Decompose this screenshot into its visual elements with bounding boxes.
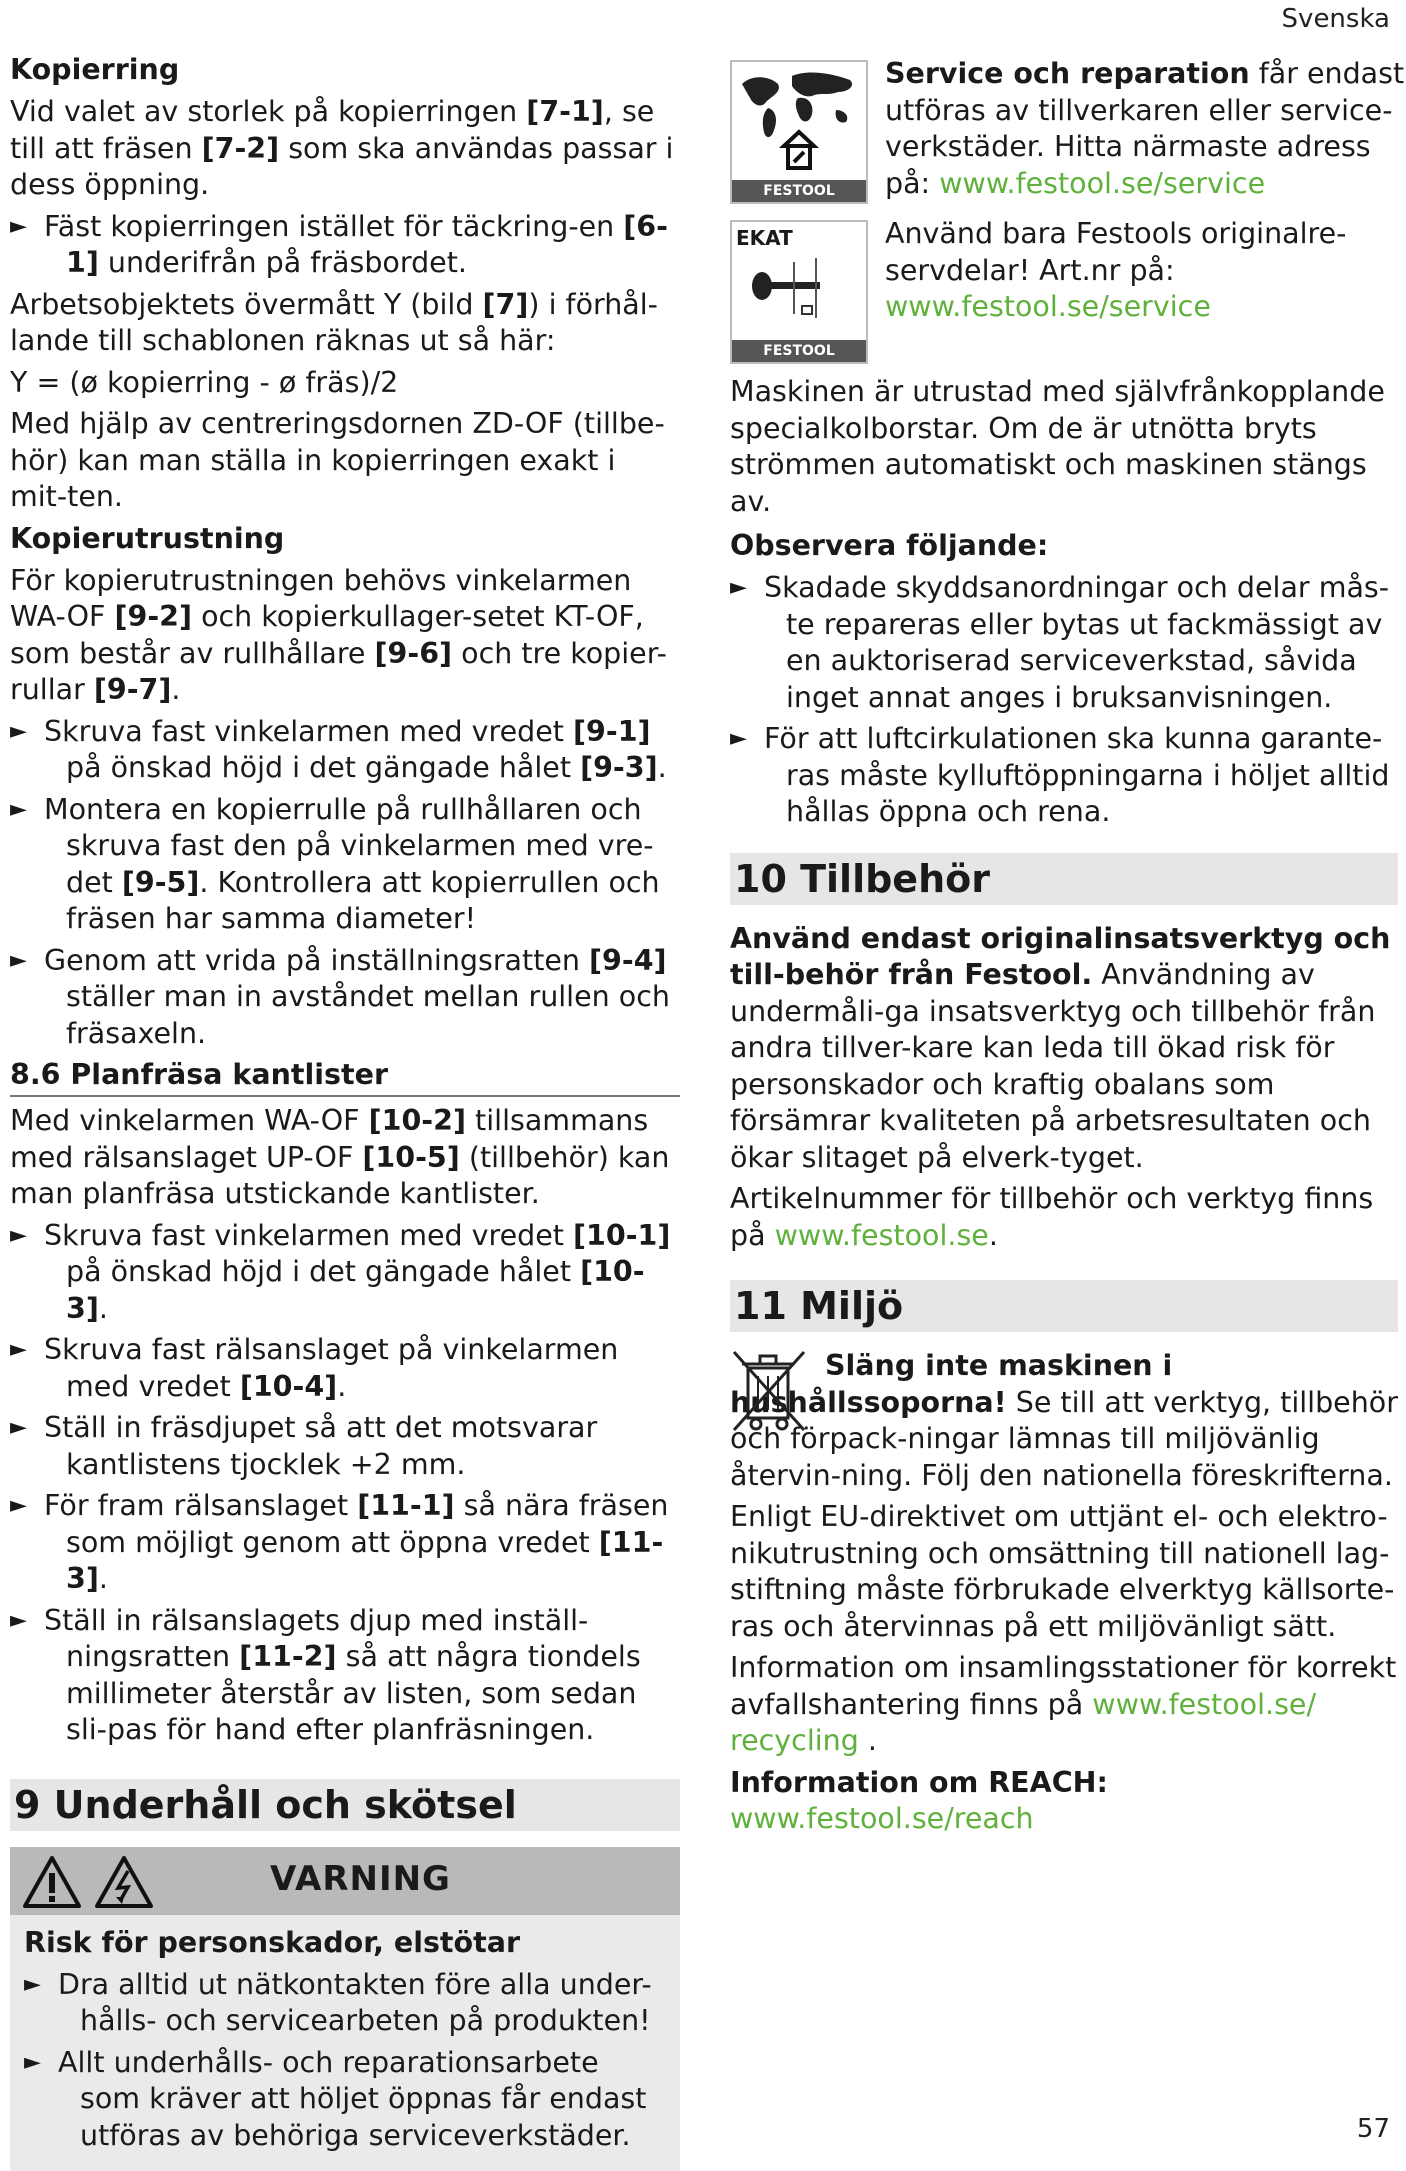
spare-parts-icon bbox=[730, 220, 868, 364]
tillbehor-p1: Använd endast originalinsatsverktyg och till-behör från Festool. Användning av undermåli-ga insatsverktyg och tillbehör från andra tillver-kare kan leda till ökad risk för personskador och kraftig obalans som försämrar kvaliteten på arbetsresultaten och ökar slitaget på elverk-tyget. bbox=[730, 921, 1398, 1177]
service-world-icon bbox=[730, 60, 868, 204]
right-column bbox=[730, 52, 1398, 1843]
service-link[interactable]: www.festool.se/service bbox=[939, 167, 1265, 200]
kopierring-p1: Vid valet av storlek på kopierringen [7-1], se till att fräsen [7-2] som ska användas passar i dess öppning. bbox=[10, 94, 680, 204]
planfrasa-bullet-3: ► Ställ in fräsdjupet så att det motsvarar kantlistens tjocklek +2 mm. bbox=[10, 1410, 680, 1483]
arrow-icon: ► bbox=[10, 792, 27, 829]
tillbehor-p2: Artikelnummer för tillbehör och verktyg finns på www.festool.se. bbox=[730, 1181, 1398, 1254]
festool-link[interactable]: www.festool.se bbox=[775, 1219, 989, 1252]
ekat-label: EKAT bbox=[736, 226, 793, 250]
kopierring-p3: Med hjälp av centreringsdornen ZD-OF (tillbe-hör) kan man ställa in kopierringen exakt i mit-ten. bbox=[10, 406, 680, 516]
warning-word: VARNING bbox=[270, 1859, 451, 1899]
kopierutrustning-heading: Kopierutrustning bbox=[10, 521, 680, 557]
crossed-bin-icon bbox=[730, 1348, 810, 1434]
risk-heading: Risk för personskador, elstötar bbox=[24, 1925, 666, 1961]
brush-paragraph: Maskinen är utrustad med självfrånkopplande specialkolborstar. Om de är utnötta bryts strömmen automatiskt och maskinen stängs av. bbox=[730, 374, 1398, 520]
warning-bullet-1: ► Dra alltid ut nätkontakten före alla under-hålls- och servicearbeten på produkten! bbox=[24, 1967, 666, 2040]
language-label: Svenska bbox=[1282, 4, 1390, 34]
arrow-icon: ► bbox=[730, 721, 747, 758]
service-text: Service och reparation får endast utföras av tillverkaren eller service-verkstäder. Hitta närmaste adress på: www.festool.se/service bbox=[885, 56, 1405, 202]
miljo-block bbox=[730, 1348, 1398, 1494]
ekat-text: Använd bara Festools originalre-servdelar! Art.nr på: www.festool.se/service bbox=[885, 216, 1405, 326]
kopierutrustning-bullet-2: ► Montera en kopierrulle på rullhållaren och skruva fast den på vinkelarmen med vre-det [9-5]. Kontrollera att kopierrullen och fräsen har samma diameter! bbox=[10, 792, 680, 938]
ekat-link[interactable]: www.festool.se/service bbox=[885, 290, 1211, 323]
planfrasa-bullet-1: ► Skruva fast vinkelarmen med vredet [10-1] på önskad höjd i det gängade hålet [10-3]. bbox=[10, 1218, 680, 1328]
left-column bbox=[10, 52, 680, 2171]
miljo-heading: 11 Miljö bbox=[730, 1280, 1398, 1332]
kopierring-p2: Arbetsobjektets övermått Y (bild [7]) i förhål-lande till schablonen räknas ut så här: bbox=[10, 287, 680, 360]
planfrasa-bullet-2: ► Skruva fast rälsanslaget på vinkelarmen med vredet [10-4]. bbox=[10, 1332, 680, 1405]
electric-shock-icon bbox=[94, 1855, 154, 1909]
kopierring-formula: Y = (ø kopierring - ø fräs)/2 bbox=[10, 365, 680, 402]
festool-badge: FESTOOL bbox=[732, 180, 866, 202]
arrow-icon: ► bbox=[10, 1218, 27, 1255]
kopierring-bullet-1: ► Fäst kopierringen istället för täckring-en [6-1] underifrån på fräsbordet. bbox=[10, 209, 680, 282]
arrow-icon: ► bbox=[24, 1967, 41, 2004]
warning-box bbox=[10, 1847, 680, 2171]
service-block bbox=[730, 52, 1398, 212]
planfrasa-bullet-4: ► För fram rälsanslaget [11-1] så nära fräsen som möjligt genom att öppna vredet [11-3]. bbox=[10, 1488, 680, 1598]
miljo-p3: Information om insamlingsstationer för korrekt avfallshantering finns på www.festool.se/ recycling . bbox=[730, 1650, 1398, 1760]
page-number: 57 bbox=[1357, 2114, 1390, 2144]
recycling-link[interactable]: www.festool.se/ recycling bbox=[730, 1688, 1316, 1758]
observera-bullet-1: ► Skadade skyddsanordningar och delar mås-te repareras eller bytas ut fackmässigt av en auktoriserad serviceverkstad, såvida inget annat anges i bruksanvisningen. bbox=[730, 570, 1398, 716]
planfrasa-p1: Med vinkelarmen WA-OF [10-2] tillsammans med rälsanslaget UP-OF [10-5] (tillbehör) kan man planfräsa utstickande kantlister. bbox=[10, 1103, 680, 1213]
arrow-icon: ► bbox=[10, 1603, 27, 1640]
kopierutrustning-bullet-3: ► Genom att vrida på inställningsratten [9-4] ställer man in avståndet mellan rullen och fräsaxeln. bbox=[10, 943, 680, 1053]
world-map-icon bbox=[732, 62, 866, 178]
planfrasa-bullet-5: ► Ställ in rälsanslagets djup med inställ-ningsratten [11-2] så att några tiondels millimeter återstår av listen, som sedan sli-pas för hand efter planfräsningen. bbox=[10, 1603, 680, 1749]
kopierring-heading: Kopierring bbox=[10, 52, 680, 88]
arrow-icon: ► bbox=[10, 714, 27, 751]
tillbehor-heading: 10 Tillbehör bbox=[730, 853, 1398, 905]
kopierutrustning-bullet-1: ► Skruva fast vinkelarmen med vredet [9-1] på önskad höjd i det gängade hålet [9-3]. bbox=[10, 714, 680, 787]
observera-heading: Observera följande: bbox=[730, 528, 1398, 564]
arrow-icon: ► bbox=[10, 1332, 27, 1369]
arrow-icon: ► bbox=[10, 209, 27, 246]
kopierutrustning-p1: För kopierutrustningen behövs vinkelarmen WA-OF [9-2] och kopierkullager-setet KT-OF, som består av rullhållare [9-6] och tre kopier-rullar [9-7]. bbox=[10, 563, 680, 709]
arrow-icon: ► bbox=[24, 2045, 41, 2082]
warning-bullet-2: ► Allt underhålls- och reparationsarbete som kräver att höljet öppnas får endast utföras av behöriga serviceverkstäder. bbox=[24, 2045, 666, 2155]
reach-link[interactable]: www.festool.se/reach bbox=[730, 1802, 1034, 1835]
warning-header bbox=[10, 1847, 680, 1915]
arrow-icon: ► bbox=[10, 943, 27, 980]
miljo-p2: Enligt EU-direktivet om uttjänt el- och elektro-nikutrustning och omsättning till nationell lag-stiftning måste förbrukade elverktyg källsorte-ras och återvinnas på ett miljövänligt sätt. bbox=[730, 1499, 1398, 1645]
observera-bullet-2: ► För att luftcirkulationen ska kunna garante-ras måste kylluftöppningarna i höljet alltid hållas öppna och rena. bbox=[730, 721, 1398, 831]
ekat-block bbox=[730, 212, 1398, 360]
planfrasa-heading: 8.6 Planfräsa kantlister bbox=[10, 1057, 680, 1097]
warning-triangle-icon bbox=[22, 1855, 82, 1909]
arrow-icon: ► bbox=[10, 1410, 27, 1447]
arrow-icon: ► bbox=[10, 1488, 27, 1525]
arrow-icon: ► bbox=[730, 570, 747, 607]
miljo-p1: Släng inte maskinen i hushållssoporna! Se till att verktyg, tillbehör och förpack-ningar lämnas till miljövänlig återvin-ning. Följ den nationella föreskrifterna. bbox=[730, 1348, 1398, 1494]
festool-badge: FESTOOL bbox=[732, 340, 866, 362]
reach-line: Information om REACH: www.festool.se/reach bbox=[730, 1765, 1398, 1838]
underhall-heading: 9 Underhåll och skötsel bbox=[10, 1779, 680, 1831]
